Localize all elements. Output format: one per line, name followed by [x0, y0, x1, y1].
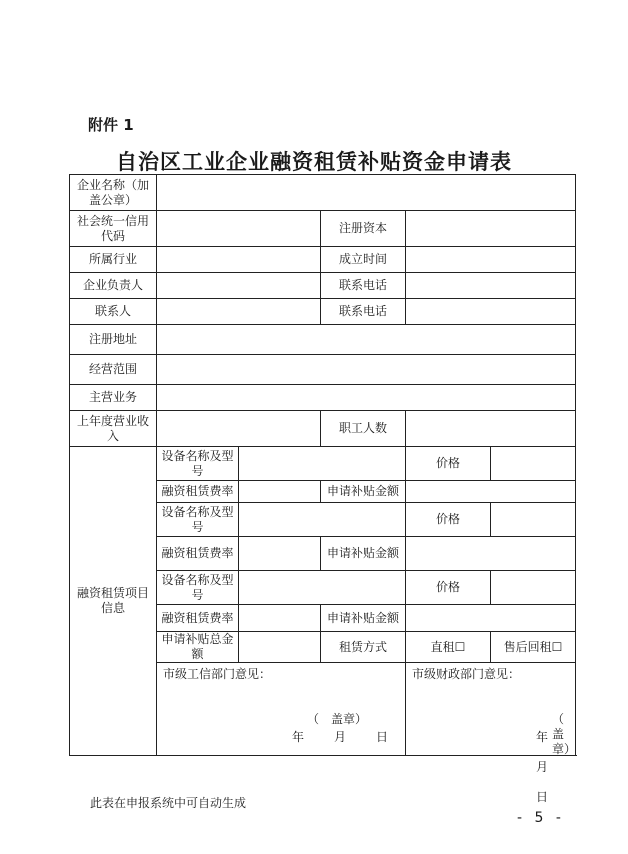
city-industry-opinion-label: 市级工信部门意见：	[163, 667, 272, 681]
field-credit-code[interactable]	[157, 211, 321, 247]
field-phone-1[interactable]	[406, 273, 576, 299]
label-price-2: 价格	[406, 503, 491, 537]
city-industry-opinion[interactable]	[157, 663, 406, 756]
field-company-name[interactable]	[157, 175, 576, 211]
field-equipment-name-2[interactable]	[239, 503, 406, 537]
city-finance-opinion[interactable]	[406, 663, 577, 804]
sale-leaseback-label: 售后回租	[503, 639, 552, 654]
field-registered-capital[interactable]	[406, 211, 576, 247]
label-established: 成立时间	[321, 247, 406, 273]
label-equipment-name-2: 设备名称及型号	[157, 503, 239, 537]
label-last-year-revenue: 上年度营业收入	[70, 411, 157, 447]
label-employees: 职工人数	[321, 411, 406, 447]
label-lease-rate-1: 融资租赁费率	[157, 481, 239, 503]
label-subsidy-amount-2: 申请补贴金额	[321, 537, 406, 571]
date-line-2	[536, 730, 575, 805]
label-lease-rate-2: 融资租赁费率	[157, 537, 239, 571]
field-main-business[interactable]	[157, 385, 576, 411]
label-industry: 所属行业	[70, 247, 157, 273]
field-subsidy-amount-2[interactable]	[406, 537, 576, 571]
field-equipment-name-1[interactable]	[239, 447, 406, 481]
page-number: - 5 -	[517, 810, 565, 826]
label-project-info: 融资租赁项目信息	[70, 447, 157, 756]
option-direct-lease[interactable]	[406, 632, 491, 663]
field-subsidy-amount-1[interactable]	[406, 481, 576, 503]
label-price-1: 价格	[406, 447, 491, 481]
field-price-3[interactable]	[491, 571, 576, 605]
field-industry[interactable]	[157, 247, 321, 273]
label-registered-capital: 注册资本	[321, 211, 406, 247]
label-scope: 经营范围	[70, 355, 157, 385]
field-lease-rate-1[interactable]	[239, 481, 321, 503]
year-label-1: 年	[292, 730, 305, 744]
field-lease-rate-2[interactable]	[239, 537, 321, 571]
field-person-in-charge[interactable]	[157, 273, 321, 299]
field-last-year-revenue[interactable]	[157, 411, 321, 447]
label-lease-rate-3: 融资租赁费率	[157, 605, 239, 632]
day-label-2: 日	[536, 790, 549, 804]
form-title: 自治区工业企业融资租赁补贴资金申请表	[116, 149, 512, 174]
label-phone-1: 联系电话	[321, 273, 406, 299]
field-total-subsidy[interactable]	[239, 632, 321, 663]
label-subsidy-amount-3: 申请补贴金额	[321, 605, 406, 632]
year-label-2: 年	[536, 730, 549, 744]
direct-lease-checkbox[interactable]: ☐	[454, 639, 466, 654]
footnote: 此表在申报系统中可自动生成	[90, 796, 247, 810]
label-equipment-name-3: 设备名称及型号	[157, 571, 239, 605]
field-established[interactable]	[406, 247, 576, 273]
label-company-name: 企业名称（加盖公章）	[70, 175, 157, 211]
field-employees[interactable]	[406, 411, 576, 447]
direct-lease-label: 直租	[430, 639, 455, 654]
field-subsidy-amount-3[interactable]	[406, 605, 576, 632]
field-price-1[interactable]	[491, 447, 576, 481]
field-equipment-name-3[interactable]	[239, 571, 406, 605]
field-scope[interactable]	[157, 355, 576, 385]
field-address[interactable]	[157, 325, 576, 355]
field-contact[interactable]	[157, 299, 321, 325]
field-phone-2[interactable]	[406, 299, 576, 325]
sale-leaseback-checkbox[interactable]: ☐	[551, 639, 563, 654]
label-lease-mode: 租赁方式	[321, 632, 406, 663]
attachment-label: 附件 1	[88, 116, 134, 134]
label-address: 注册地址	[70, 325, 157, 355]
label-person-in-charge: 企业负责人	[70, 273, 157, 299]
field-lease-rate-3[interactable]	[239, 605, 321, 632]
label-contact: 联系人	[70, 299, 157, 325]
label-subsidy-amount-1: 申请补贴金额	[321, 481, 406, 503]
city-finance-opinion-label: 市级财政部门意见：	[412, 667, 521, 681]
label-phone-2: 联系电话	[321, 299, 406, 325]
seal-note-2: （ 盖章）	[552, 712, 577, 756]
option-sale-leaseback[interactable]	[491, 632, 576, 663]
label-equipment-name-1: 设备名称及型号	[157, 447, 239, 481]
month-label-1: 月	[334, 730, 347, 744]
month-label-2: 月	[536, 760, 549, 774]
seal-note-1: （ 盖章）	[307, 712, 368, 726]
date-line-1	[292, 730, 388, 745]
field-price-2[interactable]	[491, 503, 576, 537]
label-credit-code: 社会统一信用代码	[70, 211, 157, 247]
label-main-business: 主营业务	[70, 385, 157, 411]
day-label-1: 日	[376, 730, 389, 744]
label-total-subsidy: 申请补贴总金额	[157, 632, 239, 663]
label-price-3: 价格	[406, 571, 491, 605]
